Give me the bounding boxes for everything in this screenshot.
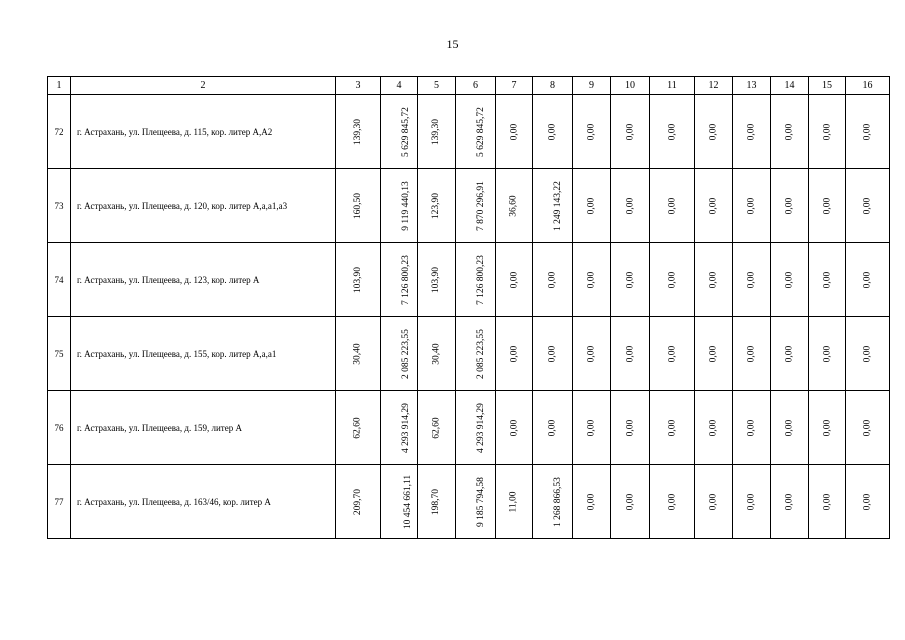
value-cell [771, 95, 809, 169]
value-cell [611, 465, 650, 539]
value-cell [336, 465, 381, 539]
address-cell: г. Астрахань, ул. Плещеева, д. 120, кор. литер А,а,а1,а3 [71, 169, 336, 243]
value-cell [573, 243, 611, 317]
column-header: 8 [533, 77, 573, 95]
value-cell [733, 169, 771, 243]
value-cell [418, 391, 456, 465]
value-text: 0,00 [862, 419, 873, 437]
value-cell [809, 465, 846, 539]
value-text: 0,00 [509, 419, 519, 437]
value-cell [650, 391, 695, 465]
column-header: 11 [650, 77, 695, 95]
value-cell [846, 391, 890, 465]
value-cell [381, 243, 418, 317]
value-text: 0,00 [625, 493, 635, 511]
value-text: 0,00 [822, 345, 832, 363]
value-text: 36,60 [509, 195, 519, 217]
value-text: 30,40 [431, 343, 442, 365]
value-text: 0,00 [586, 197, 597, 215]
value-cell [381, 465, 418, 539]
table-body [48, 77, 890, 539]
value-text: 1 268 866,53 [552, 477, 563, 527]
value-text: 0,00 [708, 197, 719, 215]
value-text: 0,00 [547, 123, 558, 141]
value-text: 0,00 [625, 419, 635, 437]
value-cell [456, 465, 496, 539]
value-text: 0,00 [746, 493, 757, 511]
value-cell [650, 95, 695, 169]
value-text: 0,00 [862, 271, 873, 289]
table-row [48, 95, 890, 169]
value-cell [573, 465, 611, 539]
value-text: 62,60 [353, 417, 363, 439]
address-cell: г. Астрахань, ул. Плещеева, д. 155, кор. литер А,а,а1 [71, 317, 336, 391]
value-text: 0,00 [784, 197, 795, 215]
value-text: 0,00 [509, 123, 519, 141]
value-text: 7 870 296,91 [475, 181, 486, 231]
value-cell [809, 95, 846, 169]
value-text: 103,90 [353, 266, 363, 294]
value-cell [771, 243, 809, 317]
value-cell [771, 391, 809, 465]
value-text: 0,00 [625, 271, 635, 289]
value-cell [496, 465, 533, 539]
value-text: 0,00 [708, 271, 719, 289]
column-header: 13 [733, 77, 771, 95]
value-cell [573, 95, 611, 169]
value-text: 0,00 [784, 493, 795, 511]
column-header: 10 [611, 77, 650, 95]
value-text: 0,00 [784, 345, 795, 363]
value-cell [496, 243, 533, 317]
value-cell [418, 95, 456, 169]
value-cell [695, 169, 733, 243]
value-text: 0,00 [862, 197, 873, 215]
value-cell [771, 465, 809, 539]
value-text: 9 119 440,13 [400, 181, 411, 231]
column-header: 6 [456, 77, 496, 95]
value-cell [695, 317, 733, 391]
value-cell [771, 169, 809, 243]
value-cell [336, 391, 381, 465]
value-cell [533, 391, 573, 465]
value-text: 2 085 223,55 [475, 329, 486, 379]
value-text: 7 126 800,23 [475, 255, 486, 305]
value-text: 4 293 914,29 [475, 403, 486, 453]
value-text: 0,00 [586, 419, 597, 437]
value-cell [611, 391, 650, 465]
value-cell [336, 317, 381, 391]
value-text: 0,00 [547, 419, 558, 437]
value-text: 0,00 [586, 345, 597, 363]
value-text: 0,00 [667, 419, 677, 437]
value-cell [695, 95, 733, 169]
address-cell: г. Астрахань, ул. Плещеева, д. 123, кор. литер А [71, 243, 336, 317]
value-text: 0,00 [667, 123, 677, 141]
value-cell [611, 95, 650, 169]
value-cell [418, 243, 456, 317]
value-text: 123,90 [431, 192, 442, 220]
value-cell [809, 317, 846, 391]
value-text: 0,00 [547, 271, 558, 289]
value-text: 0,00 [784, 419, 795, 437]
value-cell [650, 243, 695, 317]
value-text: 0,00 [708, 123, 719, 141]
data-table [47, 76, 890, 539]
value-text: 0,00 [822, 493, 832, 511]
value-cell [809, 169, 846, 243]
value-text: 0,00 [822, 197, 832, 215]
value-cell [496, 169, 533, 243]
value-text: 0,00 [784, 123, 795, 141]
value-text: 160,50 [353, 192, 363, 220]
value-text: 198,70 [431, 488, 442, 516]
value-text: 0,00 [667, 345, 677, 363]
value-text: 0,00 [862, 493, 873, 511]
value-cell [695, 243, 733, 317]
value-text: 0,00 [667, 271, 677, 289]
value-text: 0,00 [746, 419, 757, 437]
value-text: 0,00 [667, 197, 677, 215]
value-cell [381, 391, 418, 465]
value-text: 0,00 [625, 345, 635, 363]
value-cell [650, 169, 695, 243]
value-text: 0,00 [667, 493, 677, 511]
address-cell: г. Астрахань, ул. Плещеева, д. 115, кор. литер А,А2 [71, 95, 336, 169]
value-cell [533, 95, 573, 169]
value-cell [496, 391, 533, 465]
value-text: 0,00 [822, 271, 832, 289]
address-cell: г. Астрахань, ул. Плещеева, д. 163/46, кор. литер А [71, 465, 336, 539]
value-cell [533, 465, 573, 539]
value-text: 11,00 [509, 491, 519, 513]
column-header: 15 [809, 77, 846, 95]
value-cell [496, 95, 533, 169]
page-number: 15 [446, 37, 459, 51]
value-cell [533, 317, 573, 391]
table-row [48, 243, 890, 317]
value-cell [381, 317, 418, 391]
column-header: 9 [573, 77, 611, 95]
value-text: 103,90 [431, 266, 442, 294]
value-cell [573, 317, 611, 391]
value-cell [809, 391, 846, 465]
value-text: 0,00 [509, 271, 519, 289]
value-text: 5 629 845,72 [400, 107, 411, 157]
value-text: 5 629 845,72 [475, 107, 486, 157]
value-cell [846, 317, 890, 391]
value-text: 0,00 [746, 123, 757, 141]
value-cell [846, 243, 890, 317]
value-text: 0,00 [784, 271, 795, 289]
value-cell [456, 317, 496, 391]
table-row [48, 465, 890, 539]
value-cell [573, 169, 611, 243]
row-number: 77 [48, 465, 71, 539]
value-text: 139,30 [431, 118, 442, 146]
row-number: 72 [48, 95, 71, 169]
column-header: 4 [381, 77, 418, 95]
row-number: 74 [48, 243, 71, 317]
value-cell [381, 95, 418, 169]
value-text: 0,00 [708, 493, 719, 511]
column-header: 12 [695, 77, 733, 95]
header-row [48, 77, 890, 95]
value-cell [381, 169, 418, 243]
address-cell: г. Астрахань, ул. Плещеева, д. 159, литер А [71, 391, 336, 465]
value-cell [456, 95, 496, 169]
value-text: 0,00 [822, 123, 832, 141]
value-text: 9 185 794,58 [475, 477, 486, 527]
value-text: 30,40 [353, 343, 363, 365]
value-text: 139,30 [353, 118, 363, 146]
value-cell [733, 95, 771, 169]
value-cell [846, 465, 890, 539]
value-cell [733, 465, 771, 539]
value-cell [336, 169, 381, 243]
value-cell [456, 169, 496, 243]
value-cell [733, 317, 771, 391]
value-text: 0,00 [625, 197, 635, 215]
value-text: 0,00 [586, 493, 597, 511]
row-number: 76 [48, 391, 71, 465]
value-cell [846, 169, 890, 243]
value-text: 0,00 [586, 123, 597, 141]
value-cell [418, 169, 456, 243]
value-cell [336, 243, 381, 317]
value-text: 0,00 [746, 271, 757, 289]
value-cell [733, 243, 771, 317]
value-text: 0,00 [822, 419, 832, 437]
table-row [48, 317, 890, 391]
value-cell [573, 391, 611, 465]
value-cell [611, 243, 650, 317]
value-text: 0,00 [746, 197, 757, 215]
row-number: 75 [48, 317, 71, 391]
column-header: 5 [418, 77, 456, 95]
value-cell [846, 95, 890, 169]
value-text: 0,00 [547, 345, 558, 363]
column-header: 2 [71, 77, 336, 95]
value-text: 1 249 143,22 [552, 181, 563, 231]
value-cell [418, 317, 456, 391]
column-header: 3 [336, 77, 381, 95]
column-header: 14 [771, 77, 809, 95]
value-cell [650, 465, 695, 539]
value-cell [418, 465, 456, 539]
value-cell [650, 317, 695, 391]
value-cell [771, 317, 809, 391]
value-cell [695, 391, 733, 465]
value-text: 209,70 [353, 488, 363, 516]
column-header: 7 [496, 77, 533, 95]
value-text: 10 454 661,11 [403, 474, 414, 530]
value-text: 0,00 [509, 345, 519, 363]
value-cell [533, 169, 573, 243]
value-text: 0,00 [862, 123, 873, 141]
value-text: 62,60 [431, 417, 442, 439]
value-cell [611, 317, 650, 391]
value-text: 0,00 [708, 419, 719, 437]
value-text: 4 293 914,29 [400, 403, 411, 453]
table-row [48, 391, 890, 465]
table-row [48, 169, 890, 243]
value-text: 7 126 800,23 [400, 255, 411, 305]
value-cell [456, 391, 496, 465]
value-text: 0,00 [586, 271, 597, 289]
value-text: 0,00 [625, 123, 635, 141]
value-text: 2 085 223,55 [400, 329, 411, 379]
column-header: 1 [48, 77, 71, 95]
value-cell [611, 169, 650, 243]
value-cell [695, 465, 733, 539]
column-header: 16 [846, 77, 890, 95]
row-number: 73 [48, 169, 71, 243]
value-cell [496, 317, 533, 391]
value-cell [533, 243, 573, 317]
value-cell [456, 243, 496, 317]
value-text: 0,00 [746, 345, 757, 363]
value-text: 0,00 [862, 345, 873, 363]
value-cell [733, 391, 771, 465]
value-cell [336, 95, 381, 169]
value-text: 0,00 [708, 345, 719, 363]
value-cell [809, 243, 846, 317]
